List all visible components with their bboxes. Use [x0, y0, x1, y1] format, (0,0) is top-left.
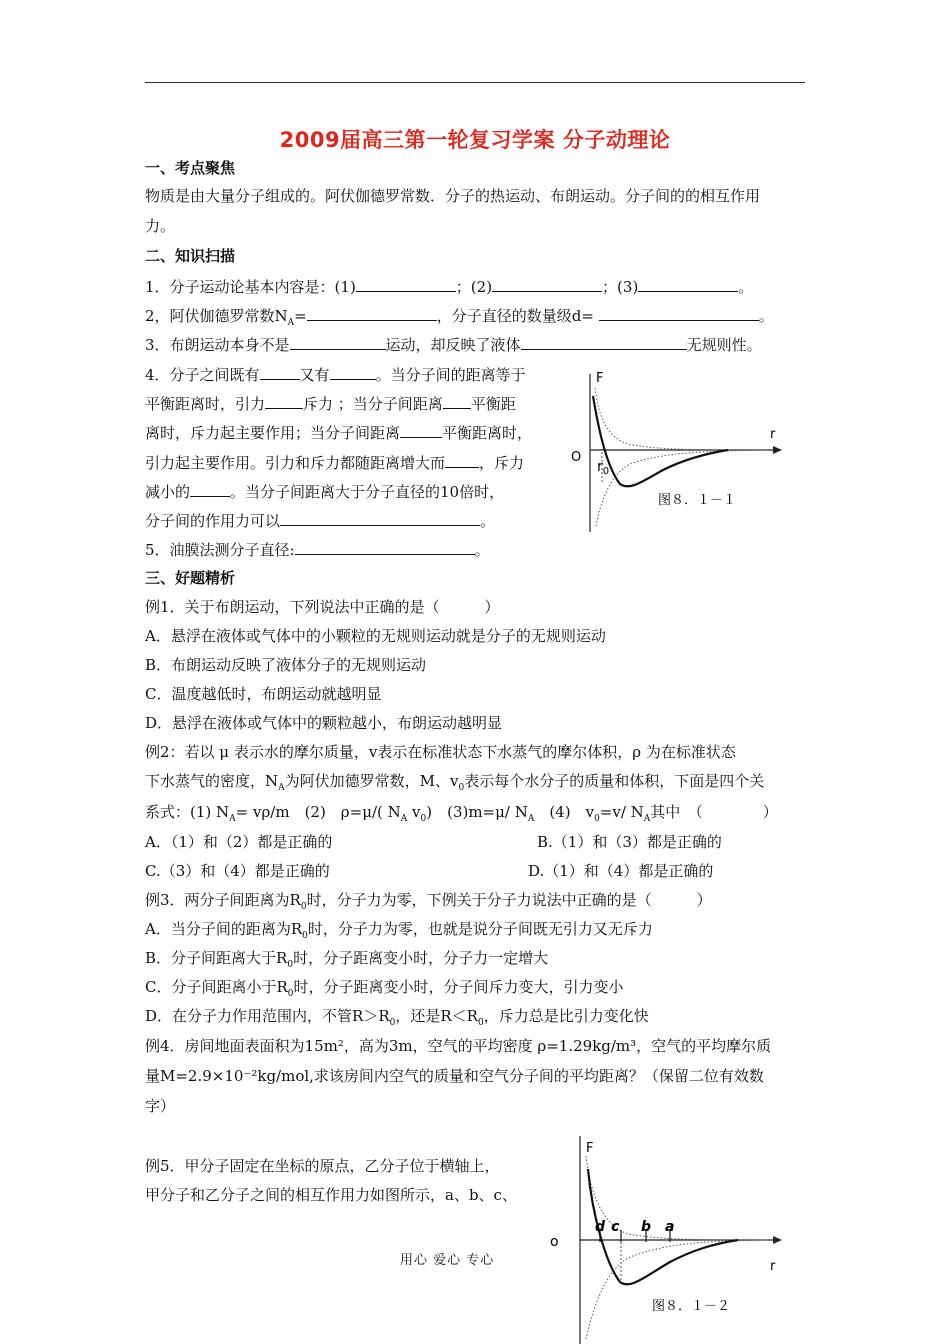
- blank[interactable]: [260, 364, 300, 380]
- blank[interactable]: [190, 481, 230, 497]
- x-axis-label: r: [770, 1259, 776, 1274]
- figure-force-curve-2: [548, 1134, 798, 1344]
- sec1-body-1: 物质是由大量分子组成的。阿伏伽德罗常数．分子的热运动、布朗运动。分子间的的相互作用: [145, 187, 761, 205]
- question-4-line-3: 离时，斥力起主要作用；当分子间距离 平衡距离时，: [145, 424, 533, 442]
- example-1-stem: 例1．关于布朗运动，下列说法中正确的是（ ）: [145, 598, 500, 616]
- question-4-line-6: 分子间的作用力可以 。: [145, 512, 496, 530]
- example-4-line-2: 量M=2.9×10⁻²kg/mol,求该房间内空气的质量和空气分子间的平均距离？（保留二位有效数: [145, 1067, 764, 1085]
- example-3-option-b[interactable]: B．分子间距离大于$R_0$时，分子距离变小时，分子力一定增大: [145, 949, 549, 970]
- example-2-line-1: 例2：若以 μ 表示水的摩尔质量，v表示在标准状态下水蒸气的摩尔体积，ρ 为在标准状态: [145, 743, 736, 761]
- example-2-option-a[interactable]: A．（1）和（2）都是正确的: [145, 833, 333, 851]
- blank[interactable]: [307, 305, 437, 321]
- point-b-label: b: [641, 1219, 652, 1235]
- top-rule: [145, 82, 805, 83]
- blank[interactable]: [356, 276, 456, 292]
- question-4-line-4: 引力起主要作用。引力和斥力都随距离增大而 ，斥力: [145, 454, 525, 472]
- figure-caption: 图８．１－２: [652, 1299, 731, 1314]
- blank[interactable]: [295, 539, 475, 555]
- origin-label: o: [550, 1234, 559, 1250]
- example-2-option-b[interactable]: B.（1）和（3）都是正确的: [537, 833, 722, 851]
- example-3-option-c[interactable]: C．分子间距离小于$R_0$时，分子距离变小时，分子间斥力变大，引力变小: [145, 978, 624, 999]
- blank[interactable]: [290, 334, 386, 350]
- question-4-line-2: 平衡距离时，引力 斥力 ；当分子间距离 平衡距: [145, 395, 516, 413]
- attraction-curve: [586, 1240, 768, 1339]
- y-axis-label: F: [586, 1141, 594, 1156]
- heading-2: 二、知识扫描: [145, 247, 236, 265]
- question-3: 3．布朗运动本身不是 运动，却反映了液体 无规则性。: [145, 336, 762, 354]
- example-2-line-2: 下水蒸气的密度，$N_A$为阿伏加德罗常数，M、$v_0$表示每个水分子的质量和体积，下面是四个关: [145, 772, 765, 793]
- example-3-option-a[interactable]: A．当分子间的距离为$R_0$时，分子力为零，也就是说分子间既无引力又无斥力: [145, 920, 653, 941]
- figure-caption: 图８．１－１: [658, 493, 737, 508]
- example-3-option-d[interactable]: D．在分子力作用范围内，不管$R>R_0$，还是$R<R_0$，斥力总是比引力变化快: [145, 1007, 649, 1028]
- example-5-line-2: 甲分子和乙分子之间的相互作用力如图所示，a、b、c、: [145, 1186, 517, 1204]
- origin-label: O: [571, 450, 582, 465]
- example-1-option-b[interactable]: B．布朗运动反映了液体分子的无规则运动: [145, 656, 427, 674]
- example-1-option-c[interactable]: C．温度越低时，布朗运动就越明显: [145, 685, 382, 703]
- example-2-option-d[interactable]: D.（1）和（4）都是正确的: [528, 862, 714, 880]
- page-footer: 用心 爱心 专心: [400, 1253, 495, 1268]
- figure-force-curve-1: [568, 366, 788, 532]
- question-5: 5．油膜法测分子直径: 。: [145, 541, 490, 559]
- blank[interactable]: [443, 393, 471, 409]
- blank[interactable]: [400, 422, 442, 438]
- repulsion-curve: [595, 388, 768, 450]
- heading-1: 一、考点聚焦: [145, 159, 236, 177]
- point-c-label: c: [611, 1219, 620, 1235]
- blank[interactable]: [492, 276, 602, 292]
- blank[interactable]: [599, 305, 759, 321]
- y-axis-label: F: [596, 371, 604, 386]
- page-title: 2009届高三第一轮复习学案 分子动理论: [279, 128, 671, 152]
- example-5-line-1: 例5．甲分子固定在坐标的原点，乙分子位于横轴上，: [145, 1157, 500, 1175]
- example-4-line-3: 字）: [145, 1097, 176, 1115]
- sec1-body-2: 力。: [145, 217, 176, 235]
- blank[interactable]: [638, 276, 738, 292]
- example-4-line-1: 例4．房间地面表面积为15m²，高为3m，空气的平均密度 ρ=1.29kg/m³，空气的平均摩尔质: [145, 1037, 772, 1055]
- point-a-label: a: [665, 1219, 675, 1235]
- blank[interactable]: [445, 452, 479, 468]
- x-axis-arrow-icon: [773, 446, 782, 454]
- x-axis-label: r: [770, 427, 776, 442]
- blank[interactable]: [521, 334, 687, 350]
- question-4-line-1: 4．分子之间既有 又有 。当分子间的距离等于: [145, 366, 526, 384]
- example-2-line-3: 系式：(1) $N_A= v\rho/m$ (2) ρ=μ/( $N_A$ $v_0$) (3)m=μ/ $N_A$ (4) $v_0=v/$ $N_A$其中 （ ）: [145, 803, 778, 824]
- question-4-line-5: 减小的 。当分子间距离大于分子直径的10倍时，: [145, 483, 505, 501]
- point-d-label: d: [595, 1219, 606, 1235]
- blank[interactable]: [265, 393, 303, 409]
- r0-label: $r_0$: [597, 459, 610, 477]
- blank[interactable]: [330, 364, 376, 380]
- question-2: 2，阿伏伽德罗常数$N_A=$ ，分子直径的数量级d= 。: [145, 307, 774, 328]
- x-axis-arrow-icon: [773, 1236, 782, 1244]
- example-2-option-c[interactable]: C.（3）和（4）都是正确的: [145, 862, 330, 880]
- heading-3: 三、好题精析: [145, 569, 236, 587]
- example-3-stem: 例3．两分子间距离为$R_0$时，分子力为零，下例关于分子力说法中正确的是（ ）: [145, 891, 712, 912]
- example-1-option-d[interactable]: D．悬浮在液体或气体中的颗粒越小，布朗运动越明显: [145, 714, 503, 732]
- net-force-curve: [593, 396, 728, 486]
- blank[interactable]: [280, 510, 480, 526]
- example-1-option-a[interactable]: A．悬浮在液体或气体中的小颗粒的无规则运动就是分子的无规则运动: [145, 627, 606, 645]
- question-1: 1．分子运动论基本内容是：(1) ；(2) ；(3) 。: [145, 278, 754, 296]
